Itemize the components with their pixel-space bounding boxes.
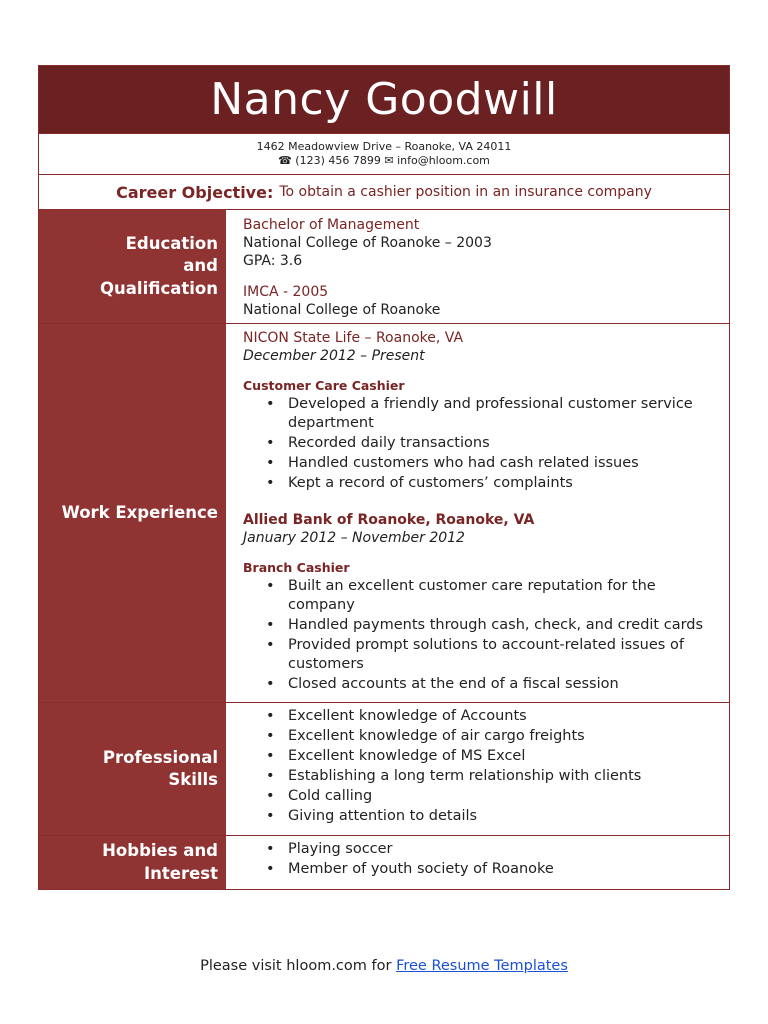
list-item: • Excellent knowledge of Accounts [243, 707, 721, 726]
work-label-text: Work Experience [61, 502, 218, 522]
job-role: Branch Cashier [243, 560, 350, 575]
job-bullets [243, 577, 721, 694]
education-label-line: and [183, 256, 218, 276]
list-item: • Handled customers who had cash related issues [243, 454, 721, 473]
resume [38, 65, 730, 890]
hobbies-section [39, 836, 729, 889]
list-item: • Excellent knowledge of air cargo freights [243, 727, 721, 746]
skills-content [226, 703, 729, 835]
company-name: Allied Bank of Roanoke, Roanoke, VA [243, 512, 535, 528]
education-label-line: Education [125, 233, 218, 253]
degree-detail: National College of Roanoke [243, 302, 441, 318]
hobbies-label-line: Hobbies and [102, 841, 218, 860]
phone-number: (123) 456 7899 [295, 154, 381, 167]
email-icon: ✉ [384, 154, 394, 167]
list-item: • Kept a record of customers’ complaints [243, 474, 721, 493]
list-item: • Developed a friendly and professional customer service department [243, 395, 721, 433]
list-item: • Built an excellent customer care reputation for the company [243, 577, 721, 615]
education-section [39, 210, 729, 324]
list-item: • Recorded daily transactions [243, 434, 721, 453]
job-role: Customer Care Cashier [243, 378, 405, 393]
degree-title: Bachelor of Management [243, 217, 420, 233]
company-name: NICON State Life – Roanoke, VA [243, 330, 464, 346]
skills-bullets [243, 707, 721, 826]
full-name: Nancy Goodwill [210, 74, 558, 125]
degree-title: IMCA - 2005 [243, 284, 329, 300]
list-item: • Closed accounts at the end of a fiscal session [243, 675, 721, 694]
list-item: • Giving attention to details [243, 807, 721, 826]
email-address: info@hloom.com [397, 154, 490, 167]
degree-detail: GPA: 3.6 [243, 253, 303, 269]
list-item: • Excellent knowledge of MS Excel [243, 747, 721, 766]
work-content [226, 324, 729, 702]
hobbies-label [39, 836, 226, 889]
name-header [39, 66, 729, 134]
skills-label-line: Skills [168, 770, 218, 789]
list-item: • Establishing a long term relationship with clients [243, 767, 721, 786]
work-section [39, 324, 729, 703]
skills-label [39, 703, 226, 835]
skills-section [39, 703, 729, 836]
contact-block [39, 134, 729, 175]
phone-icon: ☎ [278, 154, 292, 167]
objective-label: Career Objective: [116, 182, 274, 202]
skills-label-line: Professional [102, 747, 218, 767]
footer-text: Please visit hloom.com for [200, 958, 392, 974]
hobbies-content [226, 836, 729, 889]
education-label [39, 210, 226, 323]
career-objective [39, 175, 729, 210]
education-content [226, 210, 729, 323]
job-dates: December 2012 – Present [243, 348, 425, 364]
list-item: • Member of youth society of Roanoke [243, 860, 721, 879]
hobbies-label-line: Interest [143, 863, 218, 883]
job-bullets [243, 395, 721, 493]
job-dates: January 2012 – November 2012 [243, 530, 465, 546]
degree-detail: National College of Roanoke – 2003 [243, 235, 492, 251]
footer [0, 958, 768, 974]
phone-email-line [39, 154, 729, 168]
list-item: • Handled payments through cash, check, and credit cards [243, 616, 721, 635]
address: 1462 Meadowview Drive – Roanoke, VA 24011 [256, 140, 512, 153]
work-label [39, 324, 226, 702]
free-resume-templates-link[interactable]: Free Resume Templates [396, 958, 568, 974]
hobbies-bullets [243, 840, 721, 879]
list-item: • Playing soccer [243, 840, 721, 859]
list-item: • Cold calling [243, 787, 721, 806]
list-item: • Provided prompt solutions to account-related issues of customers [243, 636, 721, 674]
education-label-line: Qualification [100, 278, 218, 298]
objective-text: To obtain a cashier position in an insurance company [279, 184, 652, 200]
